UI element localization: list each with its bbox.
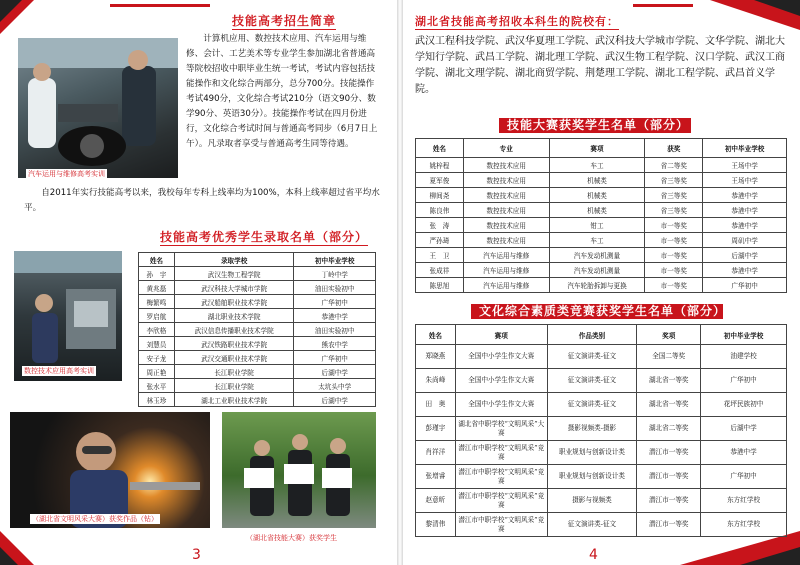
table-cell: 张成祥: [416, 263, 464, 278]
table-cell: 王 卫: [416, 248, 464, 263]
table-row: [416, 248, 787, 263]
table-cell: 汽车发动机测量: [549, 248, 645, 263]
page-number: 3: [192, 547, 201, 563]
table-cell: 武汉交通职业技术学院: [174, 351, 294, 365]
table-cell: 后湖中学: [294, 365, 376, 379]
table-header: 姓名: [139, 253, 175, 267]
table-cell: 省三等奖: [645, 188, 703, 203]
college-list: 武汉工程科技学院、武汉华夏理工学院、武汉科技大学城市学院、文华学院、湖北大学知行学院、武昌工学院、湖北理工学院、武汉生物工程学院、汉口学院、武汉工商学院、湖北文理学院、湖北商贸学院、荆楚理工学院、湖北工程学院、武昌首义学院。: [415, 36, 785, 95]
table-cell: 罗启航: [139, 309, 175, 323]
table-cell: 恭港中学: [703, 203, 787, 218]
table-cell: 机械类: [549, 203, 645, 218]
table-cell: 严孙琦: [416, 233, 464, 248]
table-cell: 省三等奖: [645, 173, 703, 188]
corner-decoration: [740, 547, 800, 565]
table-cell: 赵意昕: [416, 489, 456, 513]
table-cell: 安子龙: [139, 351, 175, 365]
table-header: 赛项: [455, 325, 547, 345]
table-cell: 汽车发动机测量: [549, 263, 645, 278]
table-cell: 彭瑾宇: [416, 417, 456, 441]
table-cell: 机械类: [549, 173, 645, 188]
table-header: 初中毕业学校: [703, 139, 787, 158]
section-title-undergrad-colleges: 湖北省技能高考招收本科生的院校有：: [415, 15, 619, 28]
table-cell: 恭港中学: [703, 263, 787, 278]
table-cell: 后湖中学: [294, 393, 376, 407]
table-row: [416, 393, 787, 417]
table-header: 初中毕业学校: [701, 325, 787, 345]
table-row: [139, 393, 376, 407]
table-cell: 张水平: [139, 379, 175, 393]
table-row: [416, 345, 787, 369]
table-cell: 省二等奖: [645, 158, 703, 173]
photo-award-students: [222, 412, 376, 528]
table-row: [139, 351, 376, 365]
table-cell: 征文演讲类-征文: [547, 513, 637, 537]
table-row: [139, 295, 376, 309]
table-row: [416, 369, 787, 393]
table-cell: 职业规划与创新设计类: [547, 465, 637, 489]
table-cell: 张增睿: [416, 465, 456, 489]
table-cell: 李欣格: [139, 323, 175, 337]
table-cell: 梅繁鸣: [139, 295, 175, 309]
table-header: 录取学校: [174, 253, 294, 267]
page-4: [403, 0, 800, 565]
table-row: [416, 465, 787, 489]
table-cell: 柳间尧: [416, 188, 464, 203]
photo-caption: （湖北省技能大赛）获奖学生: [246, 534, 337, 542]
photo-caption: 汽车运用与维修高考实训: [28, 170, 105, 178]
table-header: 专业: [463, 139, 549, 158]
table-row: [139, 379, 376, 393]
section-title-skill-awards: 技能大赛获奖学生名单（部分）: [499, 118, 691, 133]
table-cell: 机械类: [549, 188, 645, 203]
table-cell: 汽车运用与维修: [463, 278, 549, 293]
table-cell: 潜江市一等奖: [637, 465, 701, 489]
table-cell: 汽车运用与维修: [463, 263, 549, 278]
table-header: 初中毕业学校: [294, 253, 376, 267]
corner-decoration: [0, 547, 18, 565]
table-cell: 油田实验初中: [294, 323, 376, 337]
table-cell: 湖北省中职学校“文明风采”大赛: [455, 417, 547, 441]
table-cell: 摄影与视频类: [547, 489, 637, 513]
table-header: 作品类别: [547, 325, 637, 345]
table-cell: 丁岭中学: [294, 267, 376, 281]
table-cell: 郑晓燕: [416, 345, 456, 369]
table-cell: 夏军俊: [416, 173, 464, 188]
table-cell: 潜江市一等奖: [637, 441, 701, 465]
table-cell: 征文演讲类-征文: [547, 345, 637, 369]
table-row: [416, 513, 787, 537]
table-cell: 恭港中学: [701, 441, 787, 465]
table-cell: 武汉生物工程学院: [174, 267, 294, 281]
photo-cnc-training: [14, 251, 122, 381]
corner-decoration: [754, 0, 800, 16]
table-row: [416, 158, 787, 173]
table-cell: 黎清伟: [416, 513, 456, 537]
table-cell: 东方红学校: [701, 513, 787, 537]
table-cell: 后湖中学: [701, 417, 787, 441]
photo-caption: （湖北省文明风采大赛）获奖作品（钻）: [32, 515, 158, 523]
table-cell: 田 奥: [416, 393, 456, 417]
table-cell: 太坑头中学: [294, 379, 376, 393]
table-row: [416, 233, 787, 248]
table-cell: 恭港中学: [294, 309, 376, 323]
table-header: 获奖: [645, 139, 703, 158]
table-header: 姓名: [416, 325, 456, 345]
table-cell: 陈思旭: [416, 278, 464, 293]
table-cell: 潜江市中职学校“文明风采”竞赛: [455, 489, 547, 513]
table-cell: 周正艳: [139, 365, 175, 379]
table-cell: 征文演讲类-征文: [547, 369, 637, 393]
table-cell: 后湖中学: [703, 248, 787, 263]
table-row: [416, 218, 787, 233]
section-title-skill-exam: 技能高考招生简章: [232, 14, 337, 28]
table-row: [416, 441, 787, 465]
table-cell: 市一等奖: [645, 233, 703, 248]
table-cell: 武汉科技大学城市学院: [174, 281, 294, 295]
table-cell: 潜江市中职学校“文明风采”竞赛: [455, 465, 547, 489]
corner-decoration: [0, 0, 22, 22]
table-cell: 湖北省二等奖: [637, 417, 701, 441]
table-cell: 广华初中: [701, 465, 787, 489]
table-cell: 孙 宇: [139, 267, 175, 281]
table-row: [416, 203, 787, 218]
table-row: [416, 489, 787, 513]
culture-awards-table: [415, 324, 787, 537]
table-cell: 数控技术应用: [463, 188, 549, 203]
table-cell: 周矶中学: [703, 233, 787, 248]
table-cell: 花坪民族初中: [701, 393, 787, 417]
table-cell: 潜江市中职学校“文明风采”竞赛: [455, 513, 547, 537]
photo-auto-repair-training: [18, 38, 178, 178]
section-title-culture-awards: 文化综合素质类竞赛获奖学生名单（部分）: [471, 304, 723, 319]
table-cell: 数控技术应用: [463, 233, 549, 248]
table-cell: 油建学校: [701, 345, 787, 369]
table-cell: 全国中小学生作文大赛: [455, 345, 547, 369]
table-cell: 职业规划与创新设计类: [547, 441, 637, 465]
table-cell: 武汉铁路职业技术学院: [174, 337, 294, 351]
table-cell: 长江职业学院: [174, 379, 294, 393]
section-title-admission-list: 技能高考优秀学生录取名单（部分）: [160, 230, 369, 244]
table-row: [416, 188, 787, 203]
table-cell: 湖北省一等奖: [637, 393, 701, 417]
photo-caption: 数控技术应用高考实训: [24, 367, 94, 375]
table-cell: 摄影视频类-摄影: [547, 417, 637, 441]
table-row: [139, 337, 376, 351]
skill-awards-table: [415, 138, 787, 293]
stripe-decoration: [633, 4, 693, 7]
table-cell: 潜江市一等奖: [637, 489, 701, 513]
table-cell: 恭港中学: [703, 218, 787, 233]
table-cell: 数控技术应用: [463, 158, 549, 173]
table-cell: 市一等奖: [645, 278, 703, 293]
admission-table: [138, 252, 376, 407]
table-cell: 油田实验初中: [294, 281, 376, 295]
table-cell: 汽车运用与维修: [463, 248, 549, 263]
pass-rate-paragraph: 自2011年实行技能高考以来，我校每年专科上线率均为100%，本科上线率超过省平均水平。: [24, 188, 380, 213]
stripe-decoration: [110, 4, 210, 7]
table-header: 奖项: [637, 325, 701, 345]
table-cell: 车工: [549, 233, 645, 248]
table-cell: 东方红学校: [701, 489, 787, 513]
table-cell: 广华初中: [294, 295, 376, 309]
table-cell: 钳工: [549, 218, 645, 233]
table-cell: 广华初中: [701, 369, 787, 393]
table-cell: 武汉信息传播职业技术学院: [174, 323, 294, 337]
table-cell: 长江职业学院: [174, 365, 294, 379]
table-cell: 肖祥洋: [416, 441, 456, 465]
table-cell: 汽车轮胎拆卸与更换: [549, 278, 645, 293]
table-row: [416, 173, 787, 188]
table-cell: 市一等奖: [645, 263, 703, 278]
table-cell: 湖北职业技术学院: [174, 309, 294, 323]
table-cell: 刘慧员: [139, 337, 175, 351]
table-cell: 熊农中学: [294, 337, 376, 351]
table-cell: 省三等奖: [645, 203, 703, 218]
table-row: [139, 323, 376, 337]
table-cell: 张 涛: [416, 218, 464, 233]
table-cell: 林玉珍: [139, 393, 175, 407]
page-number: 4: [589, 547, 598, 563]
table-cell: 广华初中: [703, 278, 787, 293]
photo-welding-award: [10, 412, 210, 528]
table-cell: 数控技术应用: [463, 203, 549, 218]
table-cell: 征文演讲类-征文: [547, 393, 637, 417]
table-row: [416, 263, 787, 278]
table-row: [139, 281, 376, 295]
page-3: [0, 0, 397, 565]
table-row: [416, 278, 787, 293]
table-cell: 全国中小学生作文大赛: [455, 393, 547, 417]
table-cell: 王场中学: [703, 158, 787, 173]
table-cell: 数控技术应用: [463, 218, 549, 233]
table-cell: 王场中学: [703, 173, 787, 188]
table-cell: 市一等奖: [645, 248, 703, 263]
table-row: [139, 267, 376, 281]
table-cell: 全国二等奖: [637, 345, 701, 369]
intro-paragraph: 计算机应用、数控技术应用、汽车运用与维修、会计、工艺美术等专业学生参加湖北省普通高等院校招收中职毕业生统一考试，考试内容包括技能操作和文化综合两部分，总分700分。技能操作考试490分，文化综合考试210分（语文90分、数学90分、英语30分）。技能操作考试在四月份进行，文化综合考试时间与普通高考同步（6月7日上午）。凡录取者享受与普通高考生同等待遇。: [186, 34, 378, 149]
table-cell: 数控技术应用: [463, 173, 549, 188]
table-cell: 恭港中学: [703, 188, 787, 203]
table-cell: 湖北省一等奖: [637, 369, 701, 393]
table-cell: 陈良伟: [416, 203, 464, 218]
table-cell: 车工: [549, 158, 645, 173]
table-row: [139, 309, 376, 323]
table-header: 姓名: [416, 139, 464, 158]
table-row: [139, 365, 376, 379]
table-row: [416, 417, 787, 441]
table-cell: 广华初中: [294, 351, 376, 365]
table-cell: 姚梓程: [416, 158, 464, 173]
table-cell: 武汉船舶职业技术学院: [174, 295, 294, 309]
table-cell: 潜江市中职学校“文明风采”竞赛: [455, 441, 547, 465]
table-cell: 朱尚峰: [416, 369, 456, 393]
table-header: 赛项: [549, 139, 645, 158]
table-cell: 黄兆磊: [139, 281, 175, 295]
table-cell: 潜江市一等奖: [637, 513, 701, 537]
table-cell: 湖北工业职业技术学院: [174, 393, 294, 407]
table-cell: 市一等奖: [645, 218, 703, 233]
table-cell: 全国中小学生作文大赛: [455, 369, 547, 393]
